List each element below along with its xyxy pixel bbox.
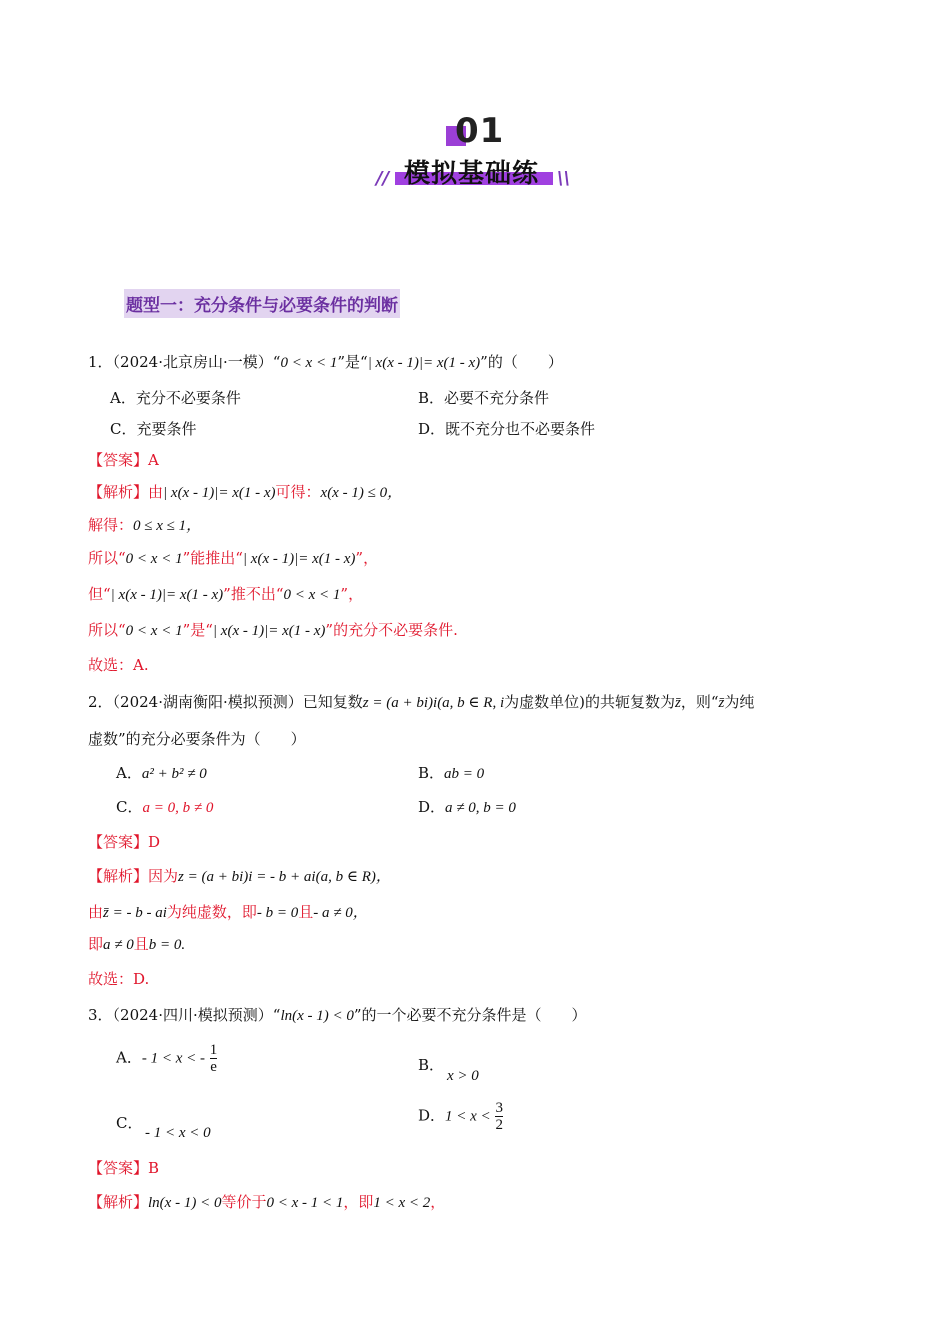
q1-option-a: A．充分不必要条件	[110, 389, 241, 407]
q1-option-b: B．必要不充分条件	[418, 389, 550, 407]
header-right-slashes: \\	[557, 168, 571, 189]
q1-option-c: C．充要条件	[110, 420, 197, 438]
q1-stem: 1．（2024·北京房山·一模）“0 < x < 1”是“| x(x - 1)|= x(1 - x)”的（ ）	[88, 353, 563, 371]
q2-analysis-line1: 【解析】因为z = (a + bi)i = - b + ai(a, b ∈ R)，	[88, 867, 391, 885]
q2-stem-line1: 2．（2024·湖南衡阳·模拟预测）已知复数z = (a + bi)i(a, b ∈ R, i为虚数单位)的共轭复数为z̄，则“z̄为纯	[88, 693, 755, 711]
q3-stem: 3．（2024·四川·模拟预测）“ln(x - 1) < 0”的一个必要不充分条件是（ ）	[88, 1006, 587, 1024]
q3-analysis-line1: 【解析】ln(x - 1) < 0等价于0 < x - 1 < 1，即1 < x < 2，	[88, 1193, 446, 1211]
q3-option-d: D．1 < x < $\frac{3}{2}$	[418, 1100, 503, 1133]
q3-option-c-label: C．	[116, 1114, 143, 1132]
q1-analysis-line4: 但“| x(x - 1)|= x(1 - x)”推不出“0 < x < 1”，	[88, 585, 364, 603]
q2-analysis-line3: 即a ≠ 0且b = 0.	[88, 935, 186, 953]
q3-option-b: x > 0	[447, 1068, 479, 1084]
q2-option-c: C．a = 0, b ≠ 0	[116, 798, 214, 816]
header-title: 模拟基础练	[404, 159, 540, 189]
section-title: 题型一：充分条件与必要条件的判断	[124, 289, 400, 318]
q1-analysis-line2: 解得：0 ≤ x ≤ 1，	[88, 516, 202, 534]
q2-choose: 故选：D.	[88, 970, 150, 988]
q3-option-b-label: B．	[418, 1056, 445, 1074]
q3-option-a: A．- 1 < x < - $\frac{1}{e}$	[116, 1042, 218, 1075]
q1-choose: 故选：A.	[88, 656, 149, 674]
q2-answer: 【答案】D	[88, 833, 161, 851]
q1-analysis-line3: 所以“0 < x < 1”能推出“| x(x - 1)|= x(1 - x)”，	[88, 549, 379, 567]
q2-option-d: D．a ≠ 0, b = 0	[418, 798, 516, 816]
q1-analysis-line1: 【解析】由| x(x - 1)|= x(1 - x)可得：x(x - 1) ≤ 0，	[88, 483, 403, 501]
q1-option-d: D．既不充分也不必要条件	[418, 420, 596, 438]
q3-option-c: - 1 < x < 0	[145, 1125, 211, 1141]
q3-answer: 【答案】B	[88, 1159, 160, 1177]
q2-option-b: B．ab = 0	[418, 764, 485, 782]
q3-option-d-fraction: $\frac{3}{2}$	[495, 1100, 503, 1133]
q2-analysis-line2: 由z̄ = - b - ai为纯虚数，即- b = 0且- a ≠ 0，	[88, 903, 368, 921]
q1-analysis-line5: 所以“0 < x < 1”是“| x(x - 1)|= x(1 - x)”的充分不必要条件.	[88, 621, 458, 639]
q2-option-a: A．a² + b² ≠ 0	[116, 764, 207, 782]
q3-option-a-fraction: $\frac{1}{e}$	[209, 1042, 218, 1075]
q1-answer: 【答案】A	[88, 451, 159, 469]
header-number: 01	[455, 111, 505, 151]
header-left-slashes: //	[376, 168, 390, 189]
q2-stem-line2: 虚数”的充分必要条件为（ ）	[88, 730, 306, 748]
